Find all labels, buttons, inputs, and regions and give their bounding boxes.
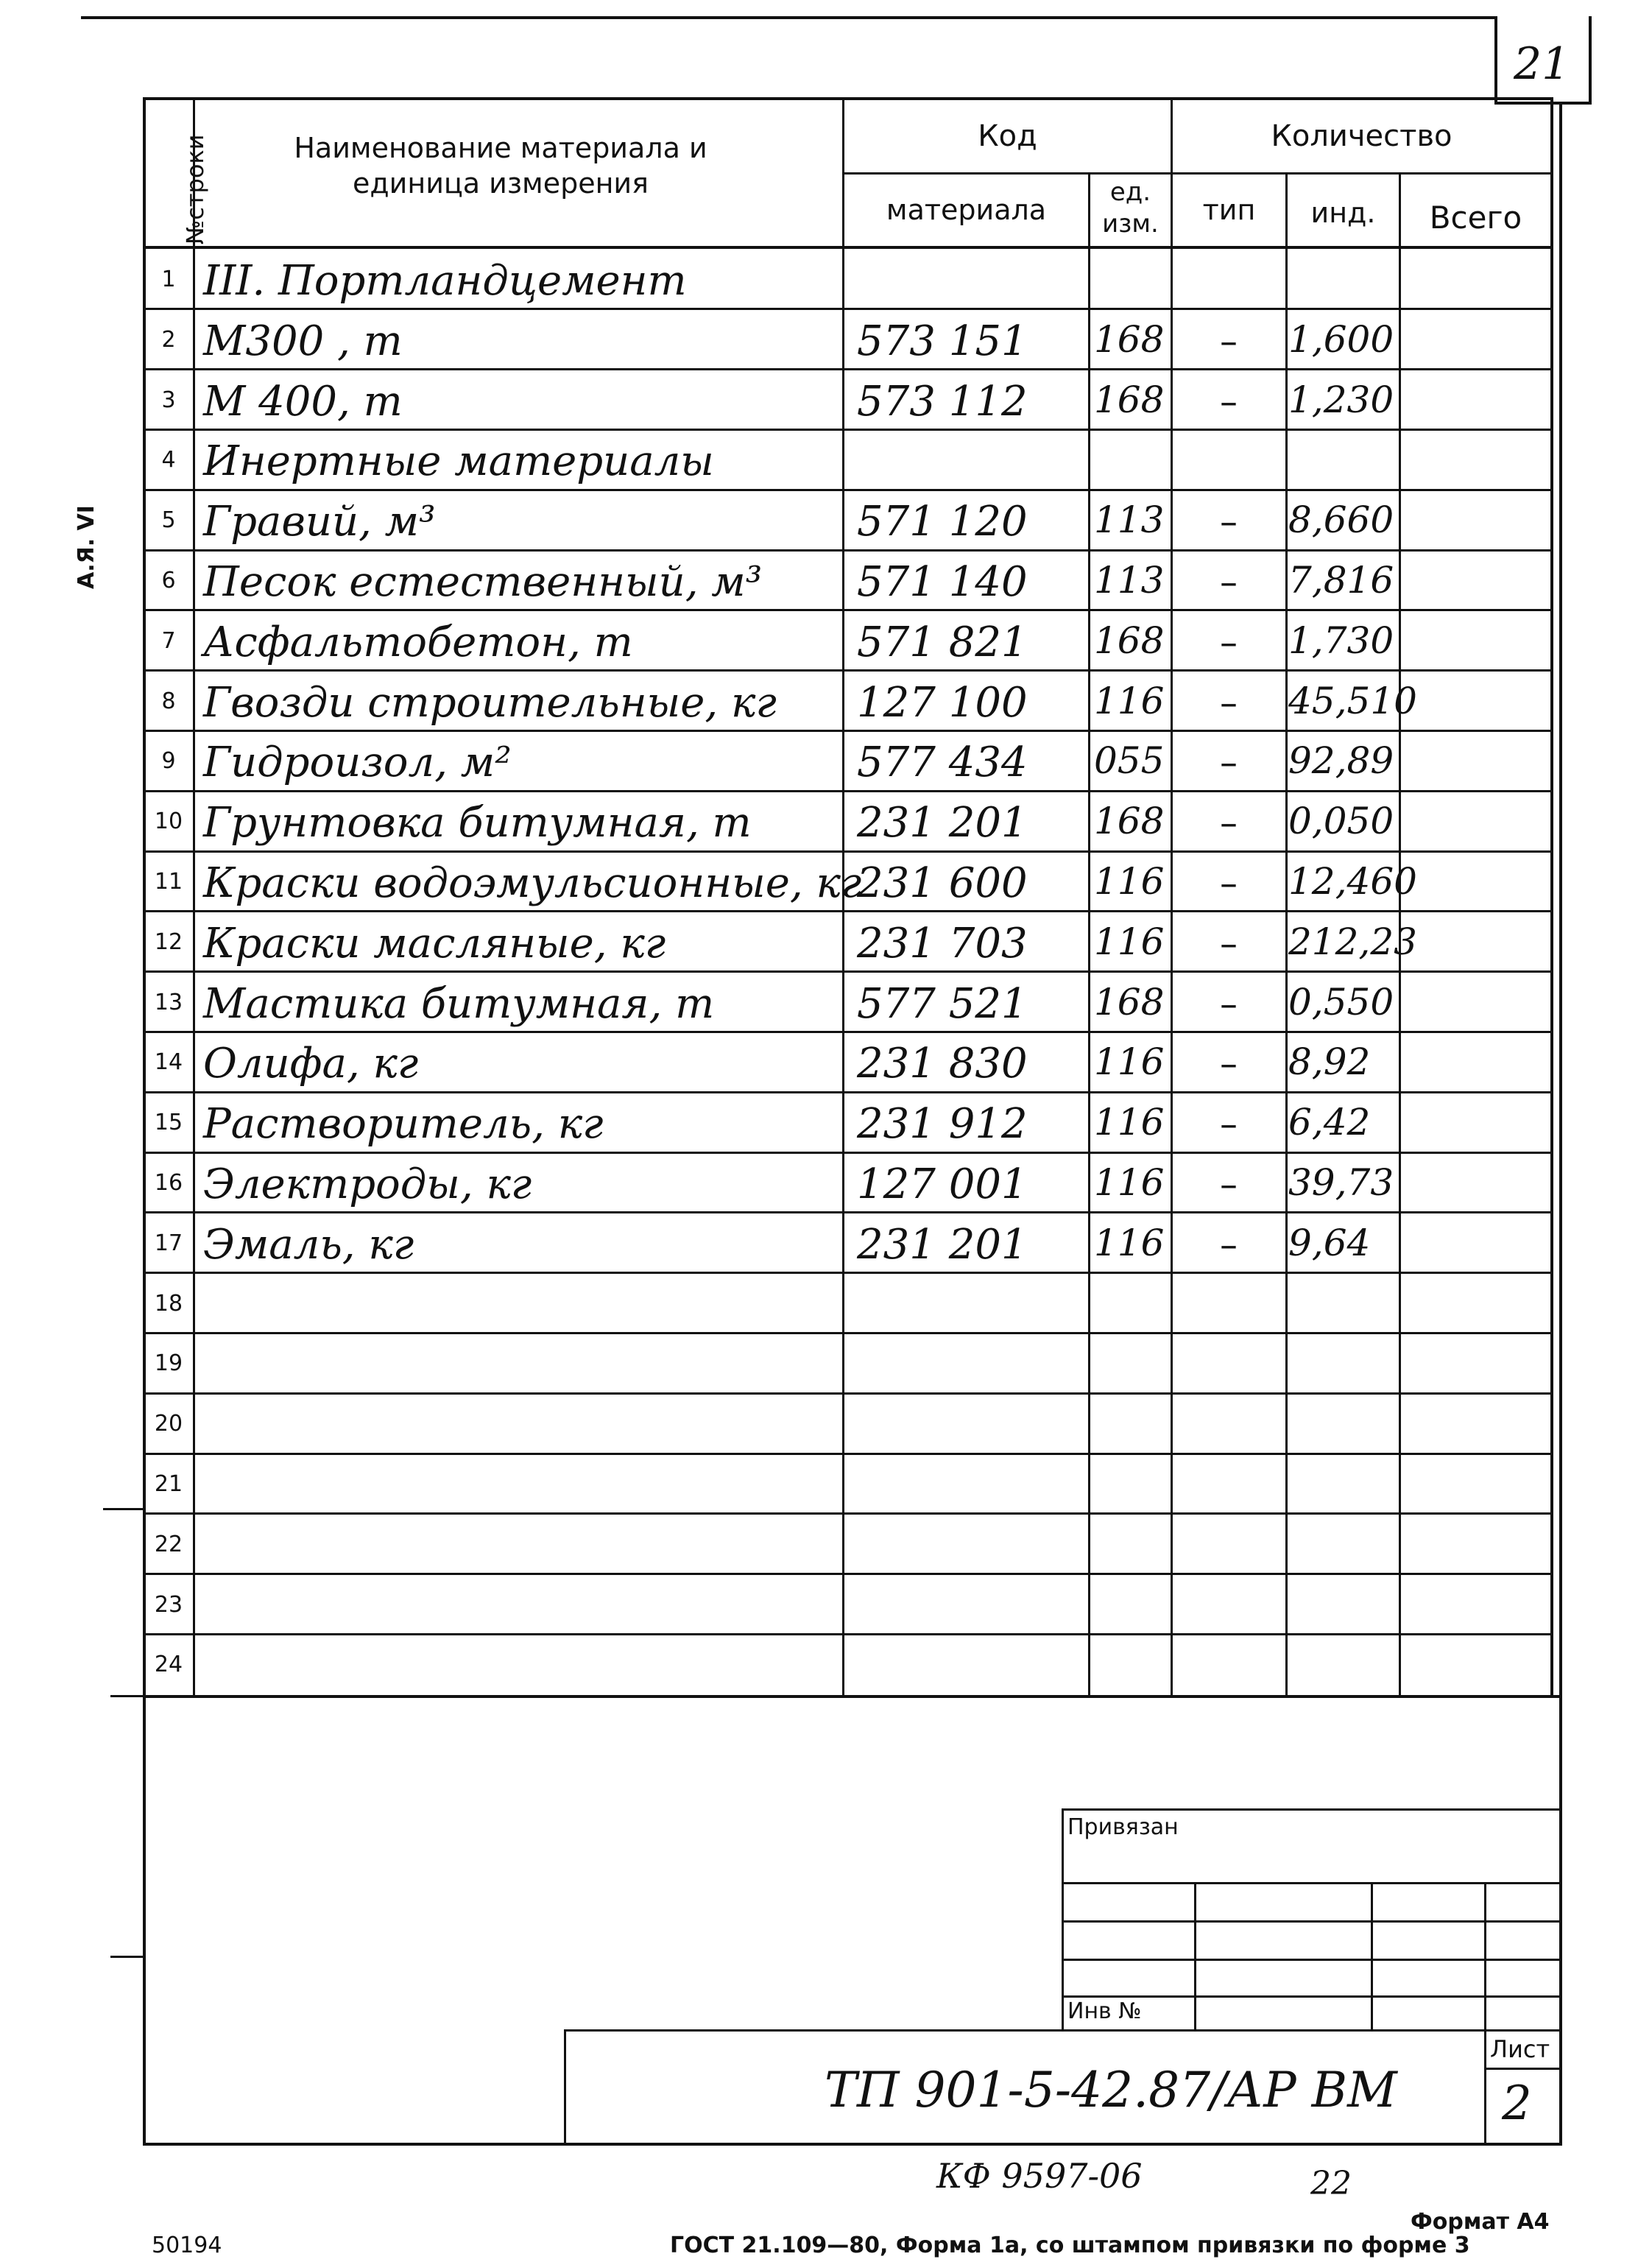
table-row-line: [144, 609, 1552, 611]
col-line-code: [1088, 172, 1090, 1696]
material-name: Мастика битумная, т: [203, 979, 715, 1028]
table-row-line: [144, 730, 1552, 732]
type-value: –: [1220, 320, 1238, 362]
table-row-line: [144, 308, 1552, 310]
material-name: Электроды, кг: [203, 1160, 532, 1208]
table-row-line: [144, 1512, 1552, 1515]
individual-quantity: 9,64: [1288, 1221, 1371, 1264]
individual-quantity: 8,660: [1288, 498, 1394, 542]
material-code: 571 120: [857, 498, 1028, 546]
type-value: –: [1220, 1224, 1238, 1266]
corner-box-right: [1589, 16, 1592, 105]
type-value: –: [1220, 621, 1238, 663]
sheet-corner-number: 21: [1514, 38, 1570, 90]
row-number: 22: [154, 1531, 183, 1557]
material-name: Гравий, м³: [203, 498, 436, 546]
row-number: 18: [154, 1290, 183, 1317]
individual-quantity: 0,050: [1288, 800, 1394, 843]
stamp-row-line-3: [1062, 1959, 1562, 1961]
unit-code: 113: [1094, 498, 1165, 542]
corner-box-left: [1494, 16, 1497, 103]
material-code: 231 703: [857, 919, 1028, 968]
format-label: Формат А4: [1411, 2209, 1550, 2235]
stamp-col-line-2: [1371, 1882, 1373, 2031]
unit-code: 168: [1094, 378, 1165, 421]
sheet-cell-left-line: [1484, 2029, 1486, 2146]
type-value: –: [1220, 742, 1238, 784]
stamp-row-line-4: [1062, 1995, 1562, 1998]
row-number: 19: [154, 1350, 183, 1377]
material-name: Инертные материалы: [203, 437, 714, 486]
header-mid-line: [842, 172, 1552, 175]
col-line-type: [1285, 172, 1288, 1696]
title-block-top-line: [564, 2029, 1562, 2032]
row-number-header: №строки: [181, 134, 209, 244]
table-row-line: [144, 368, 1552, 370]
individual-quantity: 45,510: [1288, 679, 1417, 722]
row-number: 12: [154, 929, 183, 955]
individual-quantity: 92,89: [1288, 739, 1394, 783]
frame-margin-tick-3: [110, 1956, 144, 1958]
individual-quantity: 0,550: [1288, 980, 1394, 1023]
type-header: тип: [1202, 194, 1256, 226]
material-name: III. Портландцемент: [203, 257, 687, 305]
row-number: 7: [161, 627, 176, 654]
table-row-line: [144, 790, 1552, 792]
material-code: 571 140: [857, 558, 1028, 606]
material-code: 577 434: [857, 739, 1028, 787]
material-code: 573 151: [857, 317, 1028, 365]
material-code: 231 830: [857, 1040, 1028, 1088]
quantity-header: Количество: [1271, 119, 1452, 153]
table-bottom-line: [143, 1695, 1559, 1698]
material-name: М300 , т: [203, 317, 403, 365]
material-name: Грунтовка битумная, т: [203, 799, 752, 848]
material-code: 577 521: [857, 979, 1028, 1028]
unit-code: 116: [1094, 1101, 1165, 1144]
unit-code: 055: [1094, 739, 1165, 783]
row-number: 3: [161, 387, 176, 413]
frame-bottom: [143, 2143, 1562, 2146]
individual-quantity: 12,460: [1288, 860, 1417, 903]
individual-quantity: 7,816: [1288, 559, 1394, 602]
individual-quantity: 212,23: [1288, 920, 1417, 963]
material-code: 571 821: [857, 618, 1028, 666]
unit-code: 113: [1094, 559, 1165, 602]
individual-quantity: 8,92: [1288, 1040, 1371, 1084]
row-number: 24: [154, 1652, 183, 1678]
material-code: 231 201: [857, 799, 1028, 848]
table-row-line: [144, 970, 1552, 973]
material-name: М 400, т: [203, 377, 403, 426]
material-code: 231 600: [857, 859, 1028, 907]
table-top-line: [143, 97, 1552, 100]
row-number: 13: [154, 989, 183, 1015]
table-row-line: [144, 1031, 1552, 1033]
row-number: 10: [154, 808, 183, 835]
row-number: 5: [161, 507, 176, 534]
material-code: 573 112: [857, 377, 1028, 426]
row-number: 2: [161, 326, 176, 353]
individual-quantity: 1,730: [1288, 619, 1394, 662]
frame-right: [1559, 102, 1562, 2144]
material-name: Олифа, кг: [203, 1040, 419, 1088]
row-number: 1: [161, 267, 176, 292]
unit-code: 168: [1094, 800, 1165, 843]
material-code: 231 912: [857, 1100, 1028, 1149]
material-code: 127 001: [857, 1160, 1028, 1208]
type-value: –: [1220, 923, 1238, 965]
unit-code: 168: [1094, 980, 1165, 1023]
table-row-line: [144, 1272, 1552, 1274]
code-header: Код: [978, 119, 1037, 153]
row-number: 11: [154, 869, 183, 895]
header-bottom-line: [143, 246, 1552, 249]
table-row-line: [144, 549, 1552, 552]
table-row-line: [144, 669, 1552, 672]
stamp-col-line-3: [1484, 1882, 1486, 2031]
material-code: 127 100: [857, 678, 1028, 727]
row-number: 16: [154, 1170, 183, 1196]
material-name: Песок естественный, м³: [203, 558, 763, 606]
unit-code: 116: [1094, 1221, 1165, 1264]
material-name: Эмаль, кг: [203, 1220, 414, 1269]
unit-code: 116: [1094, 679, 1165, 722]
unit-code: 168: [1094, 317, 1165, 361]
row-number: 17: [154, 1230, 183, 1256]
type-value: –: [1220, 1164, 1238, 1205]
table-row-line: [144, 910, 1552, 912]
type-value: –: [1220, 381, 1238, 423]
unit-code: 116: [1094, 1161, 1165, 1204]
material-code-header: материала: [886, 194, 1047, 226]
material-code: 231 201: [857, 1220, 1028, 1269]
side-mark: А.Я. VI: [74, 505, 99, 589]
material-name: Растворитель, кг: [203, 1100, 604, 1149]
stamp-top-line: [1062, 1808, 1562, 1811]
row-number: 15: [154, 1110, 183, 1136]
col-line-rownum: [193, 97, 195, 1696]
individual-quantity: 1,230: [1288, 378, 1394, 421]
individual-quantity: 39,73: [1288, 1161, 1394, 1204]
sheet-cell-mid-line: [1484, 2068, 1562, 2070]
table-row-line: [144, 1211, 1552, 1213]
unit-code: 168: [1094, 619, 1165, 662]
gost-note: ГОСТ 21.109—80, Форма 1а, со штампом привязки по форме 3: [670, 2233, 1470, 2258]
stamp-row-line-2: [1062, 1920, 1562, 1923]
title-block-left-line: [564, 2029, 566, 2146]
stamp-col-line-1: [1194, 1882, 1196, 2031]
row-number: 21: [154, 1471, 183, 1497]
project-code: ТП 901-5-42.87/АР ВМ: [825, 2062, 1397, 2118]
top-border: [81, 16, 1494, 19]
sheet-number: 2: [1502, 2076, 1532, 2131]
material-name: Гвозди строительные, кг: [203, 678, 777, 727]
type-value: –: [1220, 1043, 1238, 1085]
individual-quantity: 1,600: [1288, 317, 1394, 361]
unit-code: 116: [1094, 1040, 1165, 1084]
material-name: Краски водоэмульсионные, кг: [203, 859, 862, 907]
archive-code: КФ 9597-06: [936, 2156, 1143, 2196]
frame-margin-tick-1: [110, 1695, 144, 1697]
table-row-line: [144, 850, 1552, 853]
table-row-line: [144, 429, 1552, 431]
table-row-line: [144, 1453, 1552, 1455]
row-number: 4: [161, 447, 176, 473]
corner-box-bottom: [1494, 102, 1592, 105]
material-name: Асфальтобетон, т: [203, 618, 633, 666]
table-row-line: [144, 1392, 1552, 1395]
table-row-line: [144, 1332, 1552, 1334]
type-value: –: [1220, 562, 1238, 603]
table-row-line: [144, 489, 1552, 491]
type-value: –: [1220, 863, 1238, 904]
row-number: 20: [154, 1411, 183, 1437]
row-number: 6: [161, 568, 176, 593]
stamp-inv-label: Инв №: [1067, 1998, 1142, 2024]
type-value: –: [1220, 501, 1238, 543]
type-value: –: [1220, 803, 1238, 845]
material-name: Гидроизол, м²: [203, 739, 512, 787]
row-number: 14: [154, 1049, 183, 1076]
stamp-linked-label: Привязан: [1067, 1814, 1179, 1840]
individual-header: инд.: [1310, 197, 1376, 229]
row-number: 8: [161, 688, 176, 714]
name-header: Наименование материала и единица измерения: [294, 132, 707, 200]
unit-code: 116: [1094, 920, 1165, 963]
col-line-unit: [1171, 97, 1173, 1696]
table-row-line: [144, 1152, 1552, 1154]
table-row-line: [144, 1091, 1552, 1093]
row-number: 9: [161, 748, 176, 775]
total-header: Всего: [1429, 200, 1522, 236]
material-name: Краски масляные, кг: [203, 919, 666, 968]
type-value: –: [1220, 1104, 1238, 1146]
table-row-line: [144, 1573, 1552, 1575]
stamp-row-line-1: [1062, 1882, 1562, 1884]
table-row-line: [144, 1633, 1552, 1635]
page-number: 22: [1310, 2165, 1352, 2202]
left-code: 50194: [152, 2233, 222, 2258]
individual-quantity: 6,42: [1288, 1101, 1371, 1144]
type-value: –: [1220, 682, 1238, 724]
unit-code-header: ед. изм.: [1102, 177, 1159, 239]
unit-code: 116: [1094, 860, 1165, 903]
row-number: 23: [154, 1591, 183, 1618]
type-value: –: [1220, 983, 1238, 1025]
sheet-label: Лист: [1490, 2035, 1550, 2063]
table-right-line: [1550, 97, 1553, 1696]
frame-margin-tick-2: [103, 1508, 144, 1510]
